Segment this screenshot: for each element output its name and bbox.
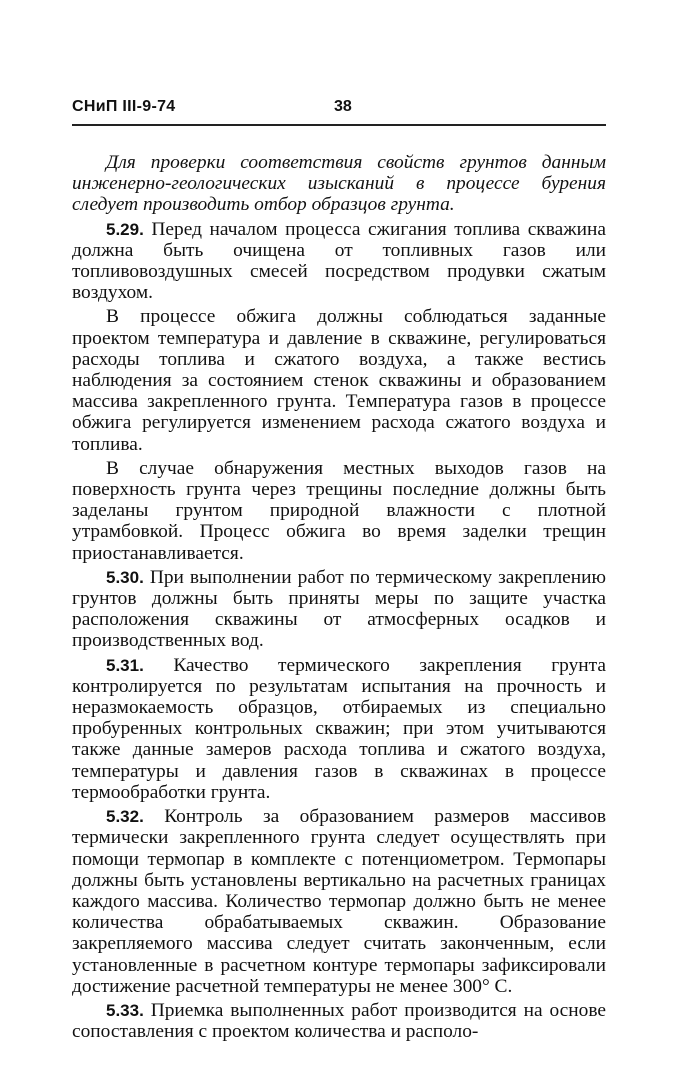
paragraph [72, 152, 606, 216]
paragraph-text: Для проверки соответствия свойств грунтов данным инженерно-геологических изысканий в процессе бурения следует производить отбор образцов грунта. [72, 152, 606, 216]
paragraph [72, 458, 606, 564]
document-body [72, 152, 606, 1042]
paragraph-text: Контроль за образованием размеров массивов термически закрепленного грунта следует осуществлять при помощи термопар в комплекте с потенциометром. Термопары должны быть установлены вертикально на расчетных границах каждого массива. Количество термопар должно быть не менее количества обрабатываемых скважин. Образование закрепляемого массива следует считать законченным, если установленные в расчетном контуре термопары зафиксировали достижение расчетной температуры не менее 300° С. [72, 806, 606, 997]
document-page [72, 94, 606, 1045]
clause-number: 5.29. [106, 219, 144, 239]
clause-paragraph [72, 806, 606, 997]
paragraph-text: Перед началом процесса сжигания топлива скважина должна быть очищена от топливных газов или топливовоздушных смесей посредством продувки сжатым воздухом. [72, 218, 606, 304]
document-code: СНиП III-9-74 [72, 98, 176, 115]
paragraph [72, 306, 606, 454]
clause-number: 5.32. [106, 807, 144, 827]
page-number: 38 [334, 98, 352, 115]
paragraph-text: В процессе обжига должны соблюдаться заданные проектом температура и давление в скважине, регулироваться расходы топлива и сжатого воздуха, а также вестись наблюдения за состоянием стенок скважины и образованием массива закрепленного грунта. Температура газов в процессе обжига регулируется изменением расхода сжатого воздуха и топлива. [72, 306, 606, 455]
clause-number: 5.31. [106, 655, 144, 675]
clause-paragraph [72, 655, 606, 803]
clause-number: 5.30. [106, 567, 144, 587]
clause-paragraph [72, 219, 606, 304]
paragraph-text: При выполнении работ по термическому закреплению грунтов должны быть приняты меры по защите участка расположения скважины от атмосферных осадков и производственных вод. [72, 566, 606, 652]
clause-number: 5.33. [106, 1000, 144, 1020]
paragraph-text: Качество термического закрепления грунта контролируется по результатам испытания на прочность и неразмокаемость образцов, отбираемых из специально пробуренных контрольных скважин; при этом учитываются также данные замеров расхода топлива и сжатого воздуха, температуры и давления газов в скважинах в процессе термообработки грунта. [72, 654, 606, 803]
paragraph-text: Приемка выполненных работ производится на основе сопоставления с проектом количества и располо- [72, 999, 606, 1043]
clause-paragraph [72, 567, 606, 652]
page-header [72, 94, 606, 126]
clause-paragraph [72, 1000, 606, 1042]
paragraph-text: В случае обнаружения местных выходов газов на поверхность грунта через трещины последние должны быть заделаны грунтом природной влажности с плотной утрамбовкой. Процесс обжига во время заделки трещин приостанавливается. [72, 457, 606, 564]
